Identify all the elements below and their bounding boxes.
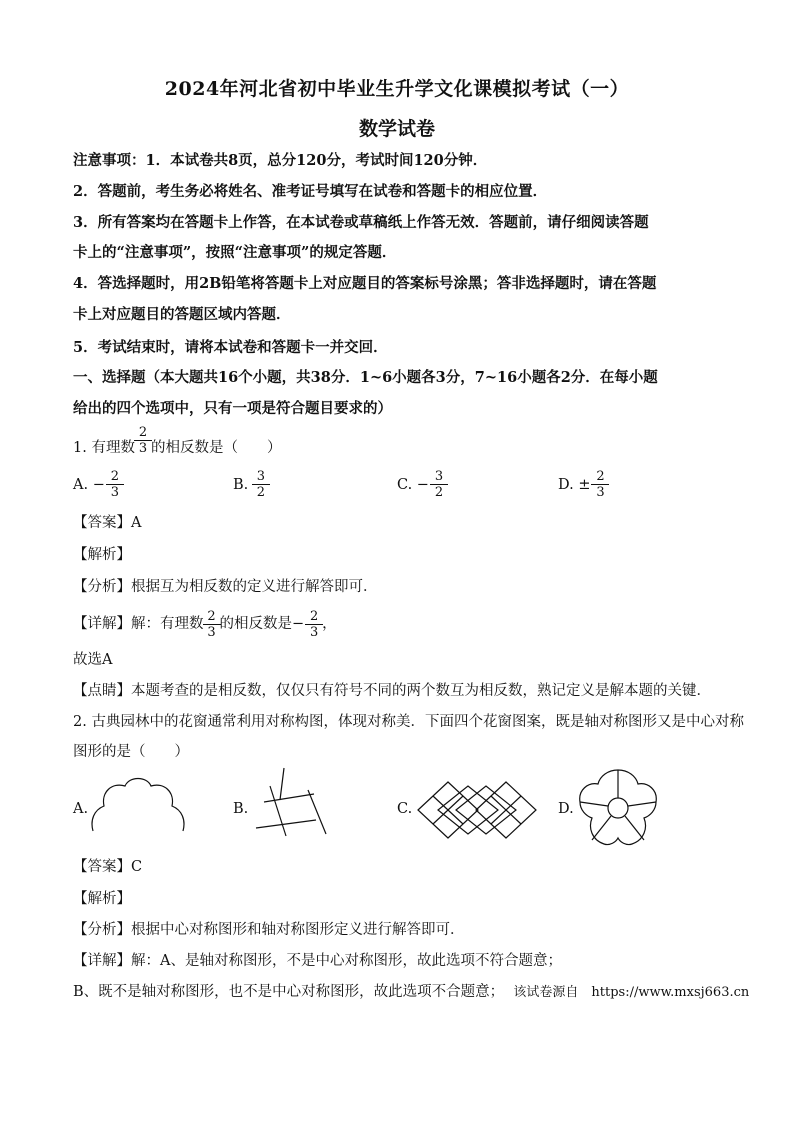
q1-frac-den: 3 [138, 440, 148, 456]
q1-prefix: 1. 有理数 [73, 440, 135, 456]
q2-xiangjie-text: 解：A、是轴对称图形，不是中心对称图形，故此选项不符合题意； [131, 953, 562, 969]
q1-dianjing [73, 681, 733, 701]
diamond-lattice-figure [414, 780, 540, 840]
q1-xiangjie [73, 604, 733, 644]
q1-dianjing-text: 本题考查的是相反数，仅仅只有符号不同的两个数互为相反数，熟记定义是解本题的关键． [131, 683, 711, 699]
q1-xiangjie-sign: − [292, 616, 305, 632]
q1-frac-num: 2 [138, 424, 148, 440]
q1-option-d [558, 469, 608, 500]
q1-option-c-sign: − [416, 476, 429, 493]
q1-fenxi-tag: 【分析】 [73, 579, 131, 595]
q1-option-b-label: B. [233, 476, 249, 493]
q1-option-a-num: 2 [110, 469, 119, 484]
q1-option-b [233, 469, 269, 500]
q1-option-c-num: 3 [434, 469, 444, 484]
q2-stem-line-1: 2. 古典园林中的花窗通常利用对称构图，体现对称美．下面四个花窗图案，既是轴对称图形又是中心对称 [73, 714, 744, 730]
q1-option-a-fraction [108, 469, 122, 500]
q1-xiangjie-den: 3 [207, 624, 216, 640]
q1-fraction [136, 425, 150, 456]
q1-option-b-den: 2 [256, 485, 266, 500]
q1-dianjing-tag: 【点睛】 [73, 683, 131, 699]
q1-option-c-den: 2 [434, 485, 444, 500]
q1-answer-value: A [131, 515, 142, 531]
note-line-2: 2．答题前，考生务必将姓名、准考证号填写在试卷和答题卡的相应位置． [73, 183, 548, 200]
q2-option-c-label: C. [397, 801, 413, 817]
q2-answer-tag: 【答案】 [73, 859, 131, 875]
q2-option-d-label: D. [558, 801, 574, 817]
q1-option-a-sign: − [92, 476, 105, 493]
q1-option-c [397, 469, 447, 500]
exam-title: 2024年河北省初中毕业生升学文化课模拟考试（一） [164, 78, 630, 100]
q2-fenxi [73, 920, 733, 940]
q1-conclusion: 故选A [73, 652, 113, 668]
note-line-4: 卡上的“注意事项”，按照“注意事项”的规定答题． [73, 244, 397, 261]
q2-fenxi-text: 根据中心对称图形和轴对称图形定义进行解答即可． [131, 922, 465, 938]
q2-answer-value: C [131, 859, 143, 875]
q1-option-c-label: C. [397, 476, 413, 493]
q1-stem [73, 424, 733, 468]
plum-blossom-figure [576, 766, 660, 850]
q1-suffix: 的相反数是（ ） [150, 440, 282, 456]
q1-xiangjie-mid: 的相反数是 [219, 616, 292, 632]
q1-fenxi-text: 根据互为相反数的定义进行解答即可． [131, 579, 378, 595]
source-watermark: 该试卷源自 https://www.mxsj663.cn [513, 985, 750, 1000]
note-line-3: 3．所有答案均在答题卡上作答，在本试卷或草稿纸上作答无效．答题前，请仔细阅读答题 [73, 214, 649, 231]
q1-analysis-tag: 【解析】 [73, 547, 131, 563]
note-line-1: 注意事项：1．本试卷共8页，总分120分，考试时间120分钟． [73, 152, 488, 169]
note-line-6: 卡上对应题目的答题区域内答题． [73, 306, 291, 323]
q1-fenxi [73, 577, 733, 597]
q1-xiangjie-fraction [205, 609, 219, 640]
q1-option-a-label: A. [73, 476, 89, 493]
q1-option-b-num: 3 [256, 469, 266, 484]
q1-option-d-num: 2 [596, 469, 605, 484]
note-line-7: 5．考试结束时，请将本试卷和答题卡一并交回． [73, 339, 388, 356]
q1-xiangjie-result-fraction [307, 609, 321, 640]
q2-analysis-tag: 【解析】 [73, 891, 131, 907]
q2-stem-line-2: 图形的是（ ） [73, 744, 189, 760]
q1-option-a-den: 3 [110, 485, 119, 500]
q2-option-b-label: B. [233, 801, 249, 817]
q1-option-d-den: 3 [596, 485, 605, 500]
q1-answer-tag: 【答案】 [73, 515, 131, 531]
q1-answer [73, 513, 733, 533]
q2-answer [73, 857, 733, 877]
q1-xiangjie-end: ， [322, 616, 337, 632]
q1-xiangjie-pre: 解：有理数 [131, 616, 204, 632]
q1-option-a [73, 469, 123, 500]
q1-xiangjie-rden: 3 [310, 624, 319, 640]
q2-xiangjie [73, 951, 733, 971]
q2-fenxi-tag: 【分析】 [73, 922, 131, 938]
q1-option-c-fraction [432, 469, 446, 500]
q2-option-a-label: A. [73, 801, 89, 817]
q1-xiangjie-num: 2 [207, 608, 216, 624]
q2-xiangjie-tag: 【详解】 [73, 953, 131, 969]
q2-last-line-text: B、既不是轴对称图形，也不是中心对称图形，故此选项不合题意； [73, 984, 505, 1000]
cloud-arcs-figure [88, 776, 188, 836]
q1-xiangjie-rnum: 2 [310, 608, 319, 624]
q1-option-d-fraction [593, 469, 607, 500]
q1-xiangjie-tag: 【详解】 [73, 616, 131, 632]
q1-option-d-sign: ± [578, 476, 591, 493]
q1-option-d-label: D. [558, 476, 574, 493]
exam-subtitle: 数学试卷 [358, 118, 435, 140]
section-heading-2: 给出的四个选项中，只有一项是符合题目要求的） [73, 400, 392, 417]
section-heading-1: 一、选择题（本大题共16个小题，共38分．1~6小题各3分，7~16小题各2分．在每小题 [73, 369, 658, 386]
q2-last-line [73, 982, 750, 1003]
note-line-5: 4．答选择题时，用2B铅笔将答题卡上对应题目的答案标号涂黑；答非选择题时，请在答题 [73, 275, 657, 292]
pinwheel-pentagon-figure [248, 766, 338, 846]
q1-option-b-fraction [254, 469, 268, 500]
